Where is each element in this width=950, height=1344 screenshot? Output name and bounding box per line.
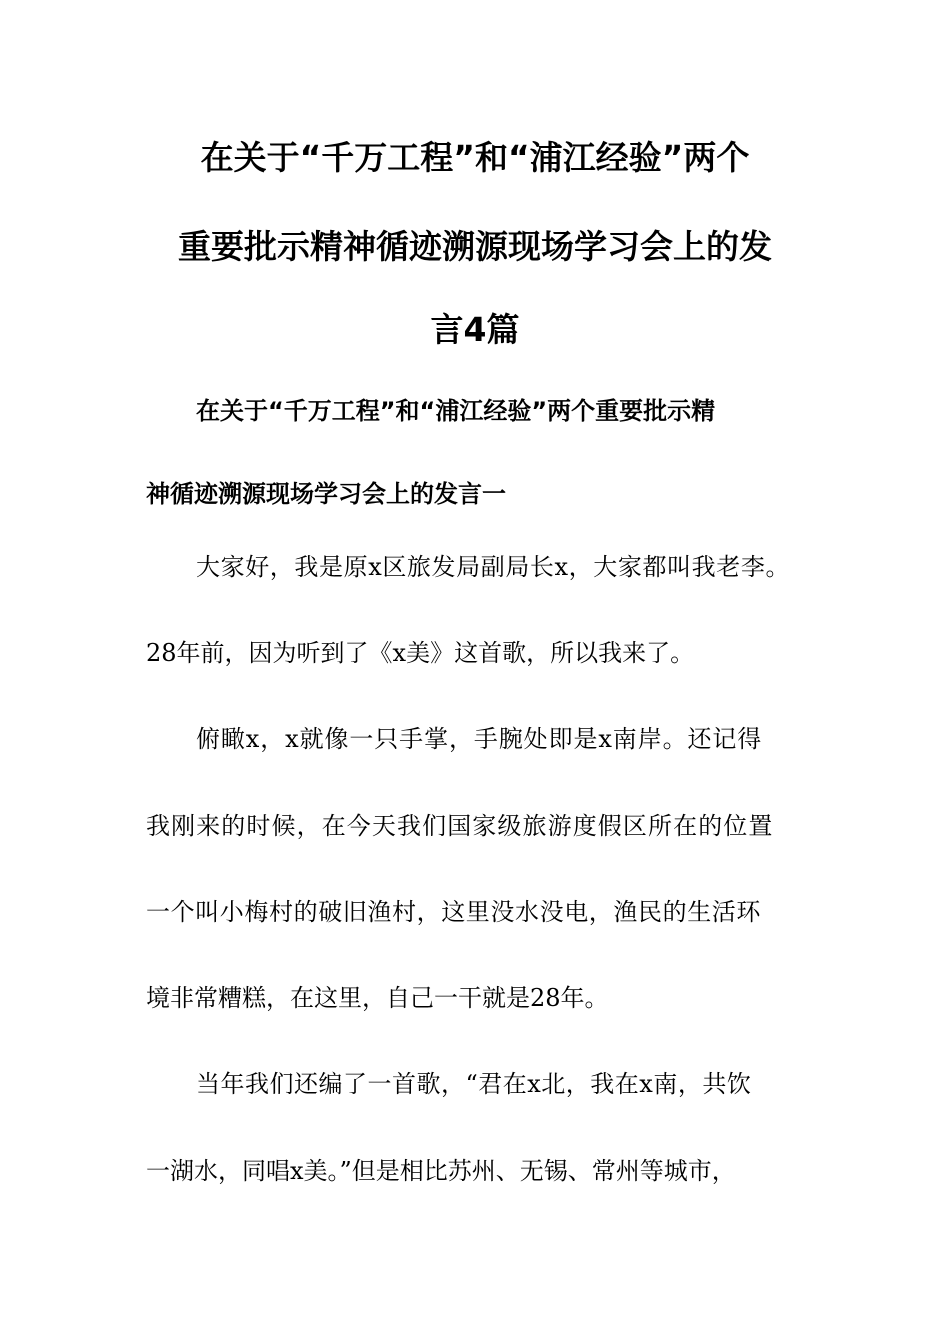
body-text-line: 我刚来的时候，在今天我们国家级旅游度假区所在的位置 — [146, 812, 774, 840]
section-heading-line-1: 在关于“千万工程”和“浦江经验”两个重要批示精 — [196, 397, 716, 425]
body-text-line: 28年前，因为听到了《x美》这首歌，所以我来了。 — [146, 639, 695, 667]
document-title-line-1: 在关于“千万工程”和“浦江经验”两个 — [200, 138, 750, 177]
body-text-line: 当年我们还编了一首歌，“君在x北，我在x南，共饮 — [196, 1070, 752, 1098]
body-text-line: 俯瞰x，x就像一只手掌，手腕处即是x南岸。还记得 — [196, 725, 763, 753]
body-text-line: 一个叫小梅村的破旧渔村，这里没水没电，渔民的生活环 — [146, 898, 761, 926]
document-title-line-3: 言4篇 — [430, 310, 520, 349]
body-text-line: 境非常糟糕，在这里，自己一干就是28年。 — [146, 984, 609, 1012]
body-text-line: 一湖水，同唱x美。”但是相比苏州、无锡、常州等城市， — [146, 1157, 736, 1185]
body-text-line: 大家好，我是原x区旅发局副局长x，大家都叫我老李。 — [196, 553, 791, 581]
section-heading-line-2: 神循迹溯源现场学习会上的发言一 — [146, 480, 506, 508]
document-title-line-2: 重要批示精神循迹溯源现场学习会上的发 — [178, 227, 772, 266]
